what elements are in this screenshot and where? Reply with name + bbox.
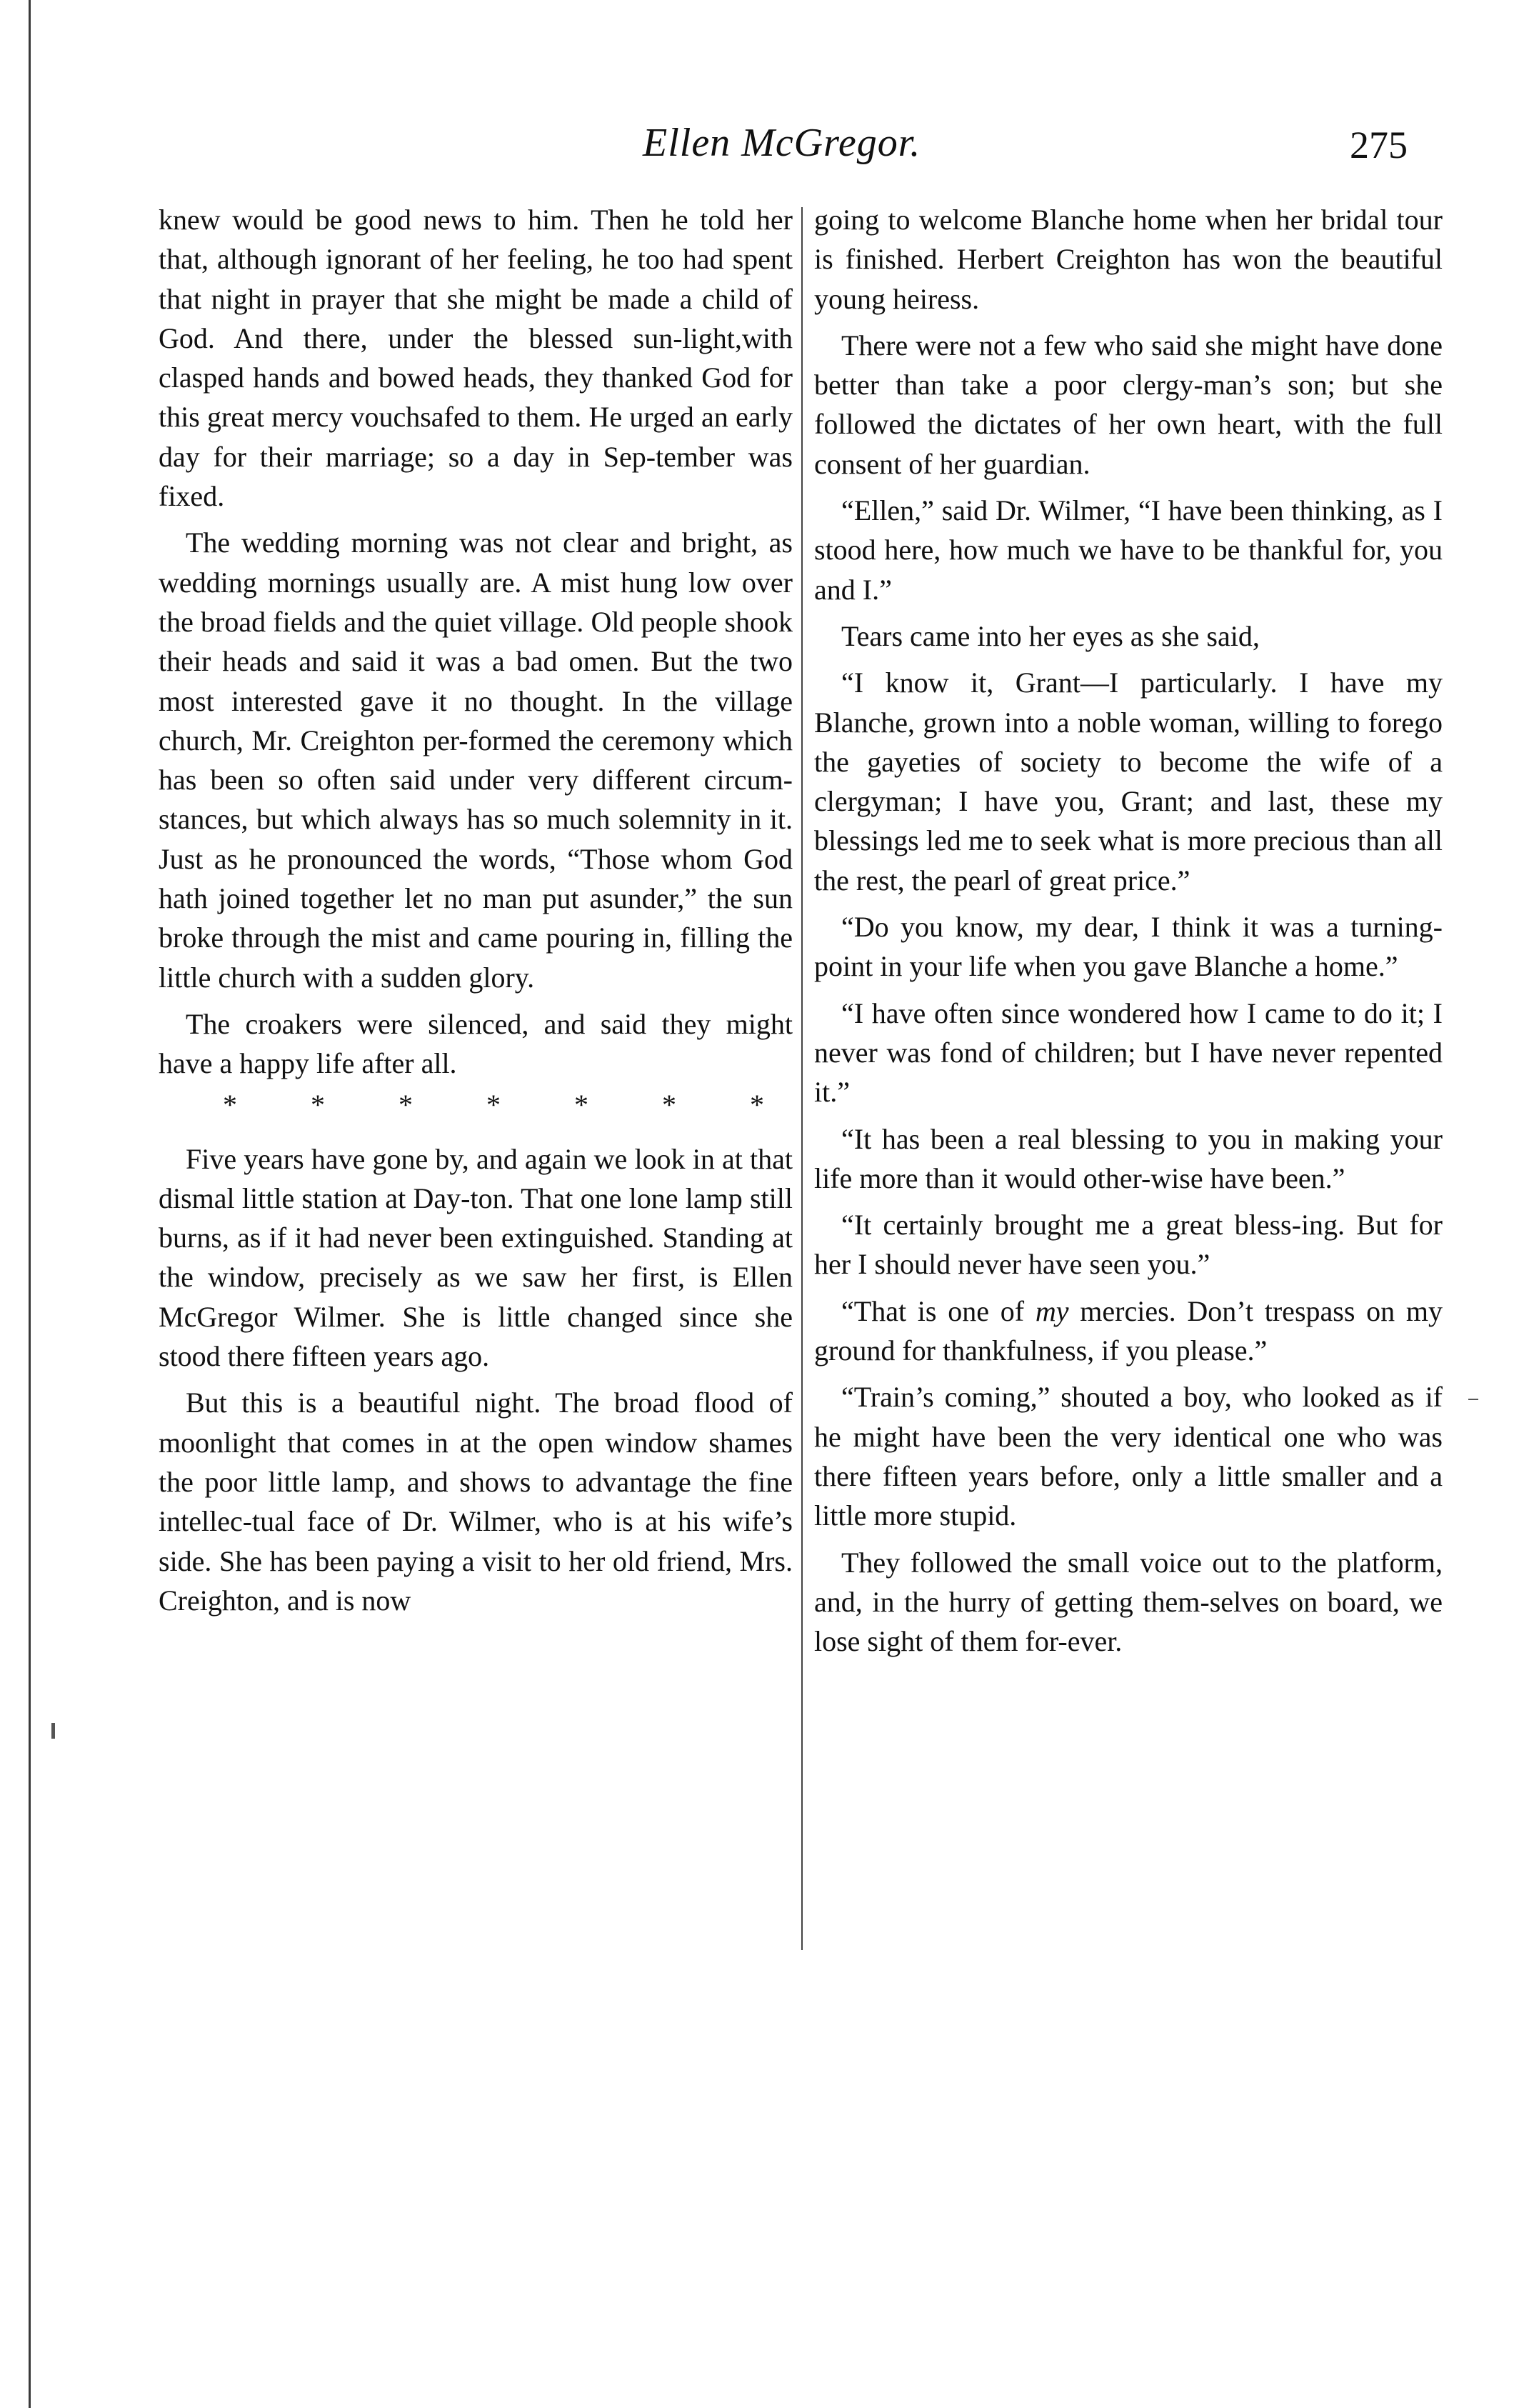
right-paragraph-7: “I have often since wondered how I came to do it; I never was fond of children; but I have never repented it.” [814,996,1443,1109]
right-paragraph-10-after: mercies. Don’t trespass on my ground for thankfulness, if you please.” [814,1294,1443,1367]
left-paragraph-3: The croakers were silenced, and said they might have a happy life after all. [159,1007,793,1080]
asterism: * [311,1088,325,1121]
page-number: 275 [1350,124,1408,166]
right-paragraph-1: going to welcome Blanche home when her bridal tour is finished. Herbert Creighton has won the beautiful young heiress. [814,204,1443,315]
page-edge-rule [29,0,31,2408]
asterism: * [398,1088,413,1121]
left-paragraph-2: The wedding morning was not clear and bright, as wedding mornings usually are. A mist hung low over the broad fields and the quiet village. Old people shook their heads and said it was a bad omen. But the two most interested gave it no thought. In the village church, Mr. Creighton per-formed the ceremony which has been so often said under very different circum-stances, but which always has so much solemnity in it. Just as he pronounced the words, “Those whom God hath joined together let no man put asunder,” the sun broke through the mist and came pouring in, filling the little church with a sudden glory. [159,526,793,994]
right-paragraph-5: “I know it, Grant—I particularly. I have my Blanche, grown into a noble woman, willing to forego the gayeties of society to become the wife of a clergyman; I have you, Grant; and last, these my blessings led me to seek what is more precious than all the rest, the pearl of great price.” [814,666,1443,896]
running-header [0,120,1524,177]
right-paragraph-6: “Do you know, my dear, I think it was a turning-point in your life when you gave Blanche a home.” [814,911,1443,983]
asterism: * [662,1088,676,1121]
running-title: Ellen McGregor. [643,121,921,165]
asterism: * [486,1088,501,1121]
right-column [814,200,1443,1668]
column-divider [801,207,803,1950]
right-paragraph-8: “It has been a real blessing to you in making your life more than it would other-wise have been.” [814,1122,1443,1194]
right-paragraph-4: Tears came into her eyes as she said, [841,619,1260,652]
left-paragraph-4: Five years have gone by, and again we look in at that dismal little station at Day-ton. That one lone lamp still burns, as if it had never been extinguished. Standing at the window, precisely as we saw her first, is Ellen McGregor Wilmer. She is little changed since she stood there fifteen years ago. [159,1142,793,1373]
right-paragraph-12: They followed the small voice out to the platform, and, in the hurry of getting them-selves on board, we lose sight of them for-ever. [814,1546,1443,1658]
scan-speck [1468,1399,1478,1400]
right-paragraph-9: “It certainly brought me a great bless-ing. But for her I should never have seen you.” [814,1209,1443,1281]
asterism: * [223,1088,237,1121]
right-paragraph-11: “Train’s coming,” shouted a boy, who looked as if he might have been the very identical one who was there fifteen years before, only a little smaller and a little more stupid. [814,1381,1443,1532]
right-paragraph-10-before: “That is one of [841,1294,1025,1327]
right-paragraph-10-emphasis: my [1035,1294,1069,1327]
right-paragraph-2: There were not a few who said she might have done better than take a poor clergy-man’s son; but she followed the dictates of her own heart, with the full consent of her guardian. [814,329,1443,480]
left-paragraph-1: knew would be good news to him. Then he told her that, although ignorant of her feeling, he too had spent that night in prayer that she might be made a child of God. And there, under the blessed sun-light,with clasped hands and bowed heads, they thanked God for this great mercy vouchsafed to them. He urged an early day for their marriage; so a day in Sep-tember was fixed. [159,204,793,513]
right-paragraph-10 [814,1292,1443,1371]
left-column [159,200,793,1627]
scan-speck [51,1723,55,1739]
right-paragraph-3: “Ellen,” said Dr. Wilmer, “I have been thinking, as I stood here, how much we have to be thankful for, you and I.” [814,494,1443,606]
section-break-asterisms [159,1088,793,1121]
left-paragraph-5: But this is a beautiful night. The broad flood of moonlight that comes in at the open window shames the poor little lamp, and shows to advantage the fine intellec-tual face of Dr. Wilmer, who is at his wife’s side. She has been paying a visit to her old friend, Mrs. Creighton, and is now [159,1387,793,1617]
asterism: * [750,1088,764,1121]
asterism: * [574,1088,588,1121]
